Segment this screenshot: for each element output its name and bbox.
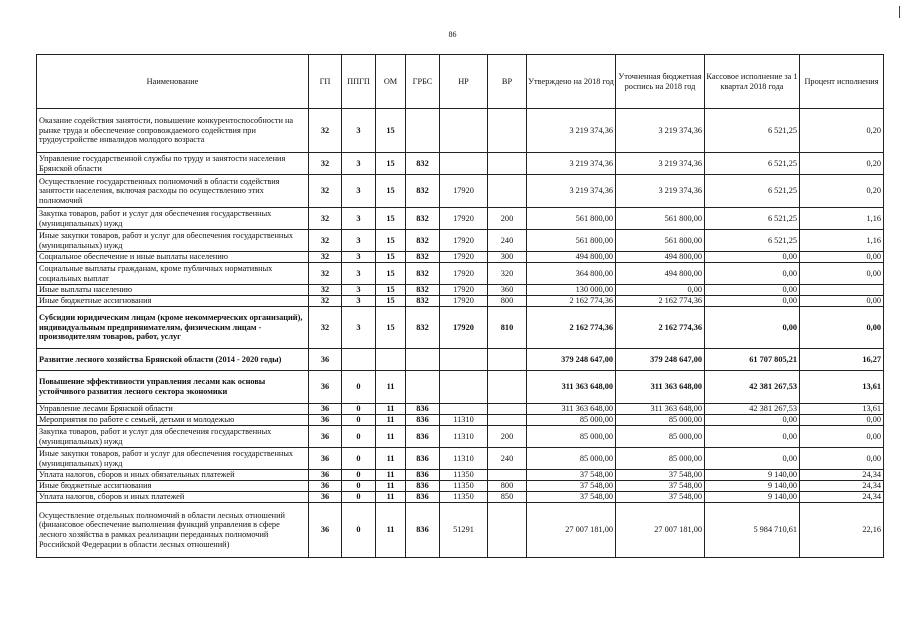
cell-vr [488,371,527,404]
cell-name: Иные закупки товаров, работ и услуг для обеспечения государственных (муниципальных) нужд [37,448,309,470]
cell-om: 15 [376,252,406,263]
cell-gp: 36 [309,426,342,448]
cell-cash: 0,00 [705,415,800,426]
cell-ppgp: 0 [342,481,376,492]
cell-name: Иные выплаты населению [37,285,309,296]
cell-grbs: 836 [406,503,440,558]
cell-nr: 11310 [440,426,488,448]
cell-percent: 0,20 [800,175,884,208]
cell-ppgp [342,349,376,371]
cell-approved: 85 000,00 [527,426,616,448]
cell-name: Закупка товаров, работ и услуг для обеспечения государственных (муниципальных) нужд [37,208,309,230]
cell-om: 11 [376,426,406,448]
cell-grbs: 832 [406,252,440,263]
cell-specified: 85 000,00 [616,426,705,448]
cell-specified: 494 800,00 [616,263,705,285]
cell-name: Социальное обеспечение и иные выплаты населению [37,252,309,263]
cell-gp: 32 [309,285,342,296]
cell-grbs [406,349,440,371]
cell-om: 15 [376,153,406,175]
cell-percent: 0,00 [800,307,884,349]
cell-gp: 36 [309,492,342,503]
cell-nr: 17920 [440,208,488,230]
cell-vr [488,349,527,371]
cell-grbs: 832 [406,208,440,230]
cell-cash: 6 521,25 [705,109,800,153]
cell-approved: 311 363 648,00 [527,371,616,404]
header-cash: Кассовое исполнение за 1 квартал 2018 года [705,55,800,109]
cell-specified: 311 363 648,00 [616,371,705,404]
cell-nr: 17920 [440,252,488,263]
cell-grbs: 832 [406,307,440,349]
cell-name: Развитие лесного хозяйства Брянской области (2014 - 2020 годы) [37,349,309,371]
cell-om [376,349,406,371]
cell-vr [488,470,527,481]
cell-cash: 6 521,25 [705,230,800,252]
cell-ppgp: 3 [342,263,376,285]
cell-approved: 561 800,00 [527,208,616,230]
header-row [37,55,884,109]
cell-approved: 85 000,00 [527,415,616,426]
table-row [37,175,884,208]
cell-vr: 360 [488,285,527,296]
cell-ppgp: 3 [342,307,376,349]
cell-percent: 0,00 [800,263,884,285]
cell-ppgp: 0 [342,404,376,415]
cell-cash: 9 140,00 [705,470,800,481]
budget-table [36,54,884,558]
cell-vr: 800 [488,296,527,307]
cell-vr: 320 [488,263,527,285]
cell-approved: 37 548,00 [527,492,616,503]
cell-nr: 11310 [440,448,488,470]
cell-percent: 0,00 [800,426,884,448]
cell-cash: 0,00 [705,263,800,285]
cell-approved: 311 363 648,00 [527,404,616,415]
cell-gp: 32 [309,296,342,307]
table-row [37,252,884,263]
cell-percent: 0,00 [800,415,884,426]
cell-nr: 17920 [440,307,488,349]
header-specified: Уточненная бюджетная роспись на 2018 год [616,55,705,109]
cell-percent: 24,34 [800,481,884,492]
cell-gp: 32 [309,153,342,175]
cell-vr: 300 [488,252,527,263]
cell-ppgp: 3 [342,252,376,263]
cell-name: Субсидии юридическим лицам (кроме некоммерческих организаций), индивидуальным предпринимателям, физическим лицам - производителям товаров, работ, услуг [37,307,309,349]
cell-name: Социальные выплаты гражданам, кроме публичных нормативных социальных выплат [37,263,309,285]
cell-percent: 24,34 [800,492,884,503]
cell-percent: 0,00 [800,252,884,263]
table-row [37,307,884,349]
cell-om: 15 [376,208,406,230]
cell-percent: 16,27 [800,349,884,371]
cell-nr [440,349,488,371]
cell-grbs: 832 [406,296,440,307]
cell-nr: 17920 [440,296,488,307]
cell-name: Осуществление государственных полномочий в области содействия занятости населения, включая расходы по осуществлению этих полномочий [37,175,309,208]
cell-ppgp: 0 [342,415,376,426]
cell-nr [440,109,488,153]
cell-ppgp: 3 [342,153,376,175]
cell-ppgp: 3 [342,296,376,307]
cell-ppgp: 0 [342,492,376,503]
cell-gp: 36 [309,503,342,558]
table-row [37,230,884,252]
cell-specified: 2 162 774,36 [616,307,705,349]
cell-specified: 3 219 374,36 [616,153,705,175]
cell-specified: 561 800,00 [616,208,705,230]
cell-om: 15 [376,230,406,252]
cell-name: Иные закупки товаров, работ и услуг для обеспечения государственных (муниципальных) нужд [37,230,309,252]
header-vr: ВР [488,55,527,109]
cell-om: 11 [376,415,406,426]
cell-gp: 32 [309,307,342,349]
cell-om: 15 [376,109,406,153]
table-row [37,285,884,296]
cell-grbs: 832 [406,153,440,175]
table-row [37,153,884,175]
cell-specified: 37 548,00 [616,470,705,481]
header-percent: Процент исполнения [800,55,884,109]
cell-approved: 3 219 374,36 [527,153,616,175]
cell-grbs: 836 [406,492,440,503]
cell-approved: 3 219 374,36 [527,109,616,153]
table-row [37,492,884,503]
cell-ppgp: 3 [342,230,376,252]
cell-approved: 85 000,00 [527,448,616,470]
cell-ppgp: 0 [342,503,376,558]
cell-gp: 36 [309,470,342,481]
cell-grbs [406,109,440,153]
cell-vr [488,404,527,415]
cell-gp: 32 [309,263,342,285]
table-row [37,426,884,448]
cell-specified: 379 248 647,00 [616,349,705,371]
cell-gp: 36 [309,415,342,426]
cell-name: Иные бюджетные ассигнования [37,481,309,492]
cell-name: Оказание содействия занятости, повышение конкурентоспособности на рынке труда и обеспечение сопровождаемого содействия при трудоустройстве инвалидов молодого возраста [37,109,309,153]
cell-cash: 42 381 267,53 [705,404,800,415]
cell-om: 11 [376,481,406,492]
cell-approved: 2 162 774,36 [527,307,616,349]
cell-ppgp: 3 [342,208,376,230]
table-row [37,349,884,371]
cell-grbs: 832 [406,263,440,285]
cell-vr: 240 [488,230,527,252]
cell-gp: 32 [309,109,342,153]
cell-om: 11 [376,448,406,470]
cell-specified: 2 162 774,36 [616,296,705,307]
cell-percent: 0,00 [800,296,884,307]
cell-cash: 0,00 [705,448,800,470]
cell-vr: 200 [488,208,527,230]
cell-percent: 1,16 [800,208,884,230]
cell-gp: 32 [309,230,342,252]
cell-specified: 494 800,00 [616,252,705,263]
cell-nr: 17920 [440,285,488,296]
cell-specified: 37 548,00 [616,481,705,492]
cell-cash: 9 140,00 [705,481,800,492]
cell-approved: 364 800,00 [527,263,616,285]
cell-grbs: 836 [406,481,440,492]
cell-name: Осуществление отдельных полномочий в области лесных отношений (финансовое обеспечение выполнения функций управления в сфере лесного хозяйства в рамках реализации переданных полномочий Российской Федерации в области лесных отношений) [37,503,309,558]
cell-specified: 27 007 181,00 [616,503,705,558]
cell-om: 15 [376,263,406,285]
cell-cash: 42 381 267,53 [705,371,800,404]
cell-ppgp: 0 [342,448,376,470]
header-gp: ГП [309,55,342,109]
cell-ppgp: 3 [342,175,376,208]
cell-om: 15 [376,296,406,307]
cell-cash: 9 140,00 [705,492,800,503]
cell-nr: 17920 [440,175,488,208]
cell-approved: 3 219 374,36 [527,175,616,208]
cell-nr: 51291 [440,503,488,558]
cell-ppgp: 0 [342,470,376,481]
cell-specified: 85 000,00 [616,415,705,426]
cell-name: Мероприятия по работе с семьей, детьми и молодежью [37,415,309,426]
cell-nr: 11310 [440,415,488,426]
cell-name: Иные бюджетные ассигнования [37,296,309,307]
cell-cash: 0,00 [705,252,800,263]
cell-approved: 494 800,00 [527,252,616,263]
cell-approved: 37 548,00 [527,481,616,492]
cell-om: 15 [376,285,406,296]
cell-percent: 22,16 [800,503,884,558]
cell-gp: 32 [309,208,342,230]
cell-gp: 36 [309,349,342,371]
header-nr: НР [440,55,488,109]
cell-vr [488,415,527,426]
cell-vr [488,109,527,153]
page-number: 86 [448,30,457,39]
table-row [37,481,884,492]
table-row [37,208,884,230]
cell-grbs: 832 [406,285,440,296]
cell-gp: 32 [309,175,342,208]
cell-vr: 800 [488,481,527,492]
cell-nr: 11350 [440,492,488,503]
header-ppgp: ППГП [342,55,376,109]
cell-nr: 11350 [440,470,488,481]
cell-grbs: 836 [406,415,440,426]
header-om: ОМ [376,55,406,109]
cell-specified: 3 219 374,36 [616,109,705,153]
cell-om: 11 [376,371,406,404]
cell-cash: 6 521,25 [705,208,800,230]
cell-vr [488,153,527,175]
cell-specified: 0,00 [616,285,705,296]
cell-percent [800,285,884,296]
cell-specified: 3 219 374,36 [616,175,705,208]
cell-cash: 5 984 710,61 [705,503,800,558]
cell-vr [488,503,527,558]
cell-vr: 810 [488,307,527,349]
cell-percent: 1,16 [800,230,884,252]
table-row [37,109,884,153]
cell-ppgp: 3 [342,109,376,153]
cell-ppgp: 3 [342,285,376,296]
cell-cash: 0,00 [705,285,800,296]
cell-cash: 0,00 [705,307,800,349]
cell-percent: 0,20 [800,153,884,175]
cell-approved: 2 162 774,36 [527,296,616,307]
cell-grbs: 836 [406,404,440,415]
table-row [37,470,884,481]
cell-cash: 61 707 805,21 [705,349,800,371]
cell-percent: 0,00 [800,448,884,470]
cell-cash: 0,00 [705,296,800,307]
table-row [37,296,884,307]
cell-name: Управление лесами Брянской области [37,404,309,415]
cell-gp: 36 [309,371,342,404]
cell-vr [488,175,527,208]
cell-nr [440,404,488,415]
cell-approved: 561 800,00 [527,230,616,252]
cell-om: 11 [376,404,406,415]
cell-om: 15 [376,175,406,208]
cell-approved: 379 248 647,00 [527,349,616,371]
cell-name: Повышение эффективности управления лесами как основы устойчивого развития лесного сектора экономики [37,371,309,404]
cell-nr [440,153,488,175]
table-row [37,404,884,415]
cell-name: Уплата налогов, сборов и иных обязательных платежей [37,470,309,481]
table-row [37,263,884,285]
cell-specified: 85 000,00 [616,448,705,470]
cell-gp: 32 [309,252,342,263]
header-approved: Утверждено на 2018 год [527,55,616,109]
cell-nr [440,371,488,404]
edge-mark [899,6,900,18]
cell-gp: 36 [309,448,342,470]
cell-vr: 850 [488,492,527,503]
cell-gp: 36 [309,404,342,415]
cell-om: 11 [376,492,406,503]
cell-name: Уплата налогов, сборов и иных платежей [37,492,309,503]
cell-approved: 130 000,00 [527,285,616,296]
cell-om: 15 [376,307,406,349]
cell-ppgp: 0 [342,371,376,404]
cell-nr: 11350 [440,481,488,492]
cell-percent: 0,20 [800,109,884,153]
cell-om: 11 [376,470,406,481]
table-row [37,448,884,470]
cell-ppgp: 0 [342,426,376,448]
cell-grbs: 832 [406,230,440,252]
cell-name: Закупка товаров, работ и услуг для обеспечения государственных (муниципальных) нужд [37,426,309,448]
cell-vr: 240 [488,448,527,470]
header-name: Наименование [37,55,309,109]
cell-nr: 17920 [440,230,488,252]
cell-grbs: 836 [406,448,440,470]
cell-grbs: 836 [406,470,440,481]
cell-percent: 24,34 [800,470,884,481]
table-row [37,503,884,558]
cell-approved: 27 007 181,00 [527,503,616,558]
cell-gp: 36 [309,481,342,492]
cell-specified: 311 363 648,00 [616,404,705,415]
table-row [37,371,884,404]
cell-nr: 17920 [440,263,488,285]
cell-grbs: 832 [406,175,440,208]
cell-cash: 0,00 [705,426,800,448]
header-grbs: ГРБС [406,55,440,109]
cell-grbs: 836 [406,426,440,448]
cell-specified: 37 548,00 [616,492,705,503]
cell-grbs [406,371,440,404]
cell-percent: 13,61 [800,404,884,415]
cell-name: Управление государственной службы по труду и занятости населения Брянской области [37,153,309,175]
cell-percent: 13,61 [800,371,884,404]
cell-specified: 561 800,00 [616,230,705,252]
cell-vr: 200 [488,426,527,448]
cell-om: 11 [376,503,406,558]
cell-cash: 6 521,25 [705,153,800,175]
cell-approved: 37 548,00 [527,470,616,481]
cell-cash: 6 521,25 [705,175,800,208]
table-row [37,415,884,426]
